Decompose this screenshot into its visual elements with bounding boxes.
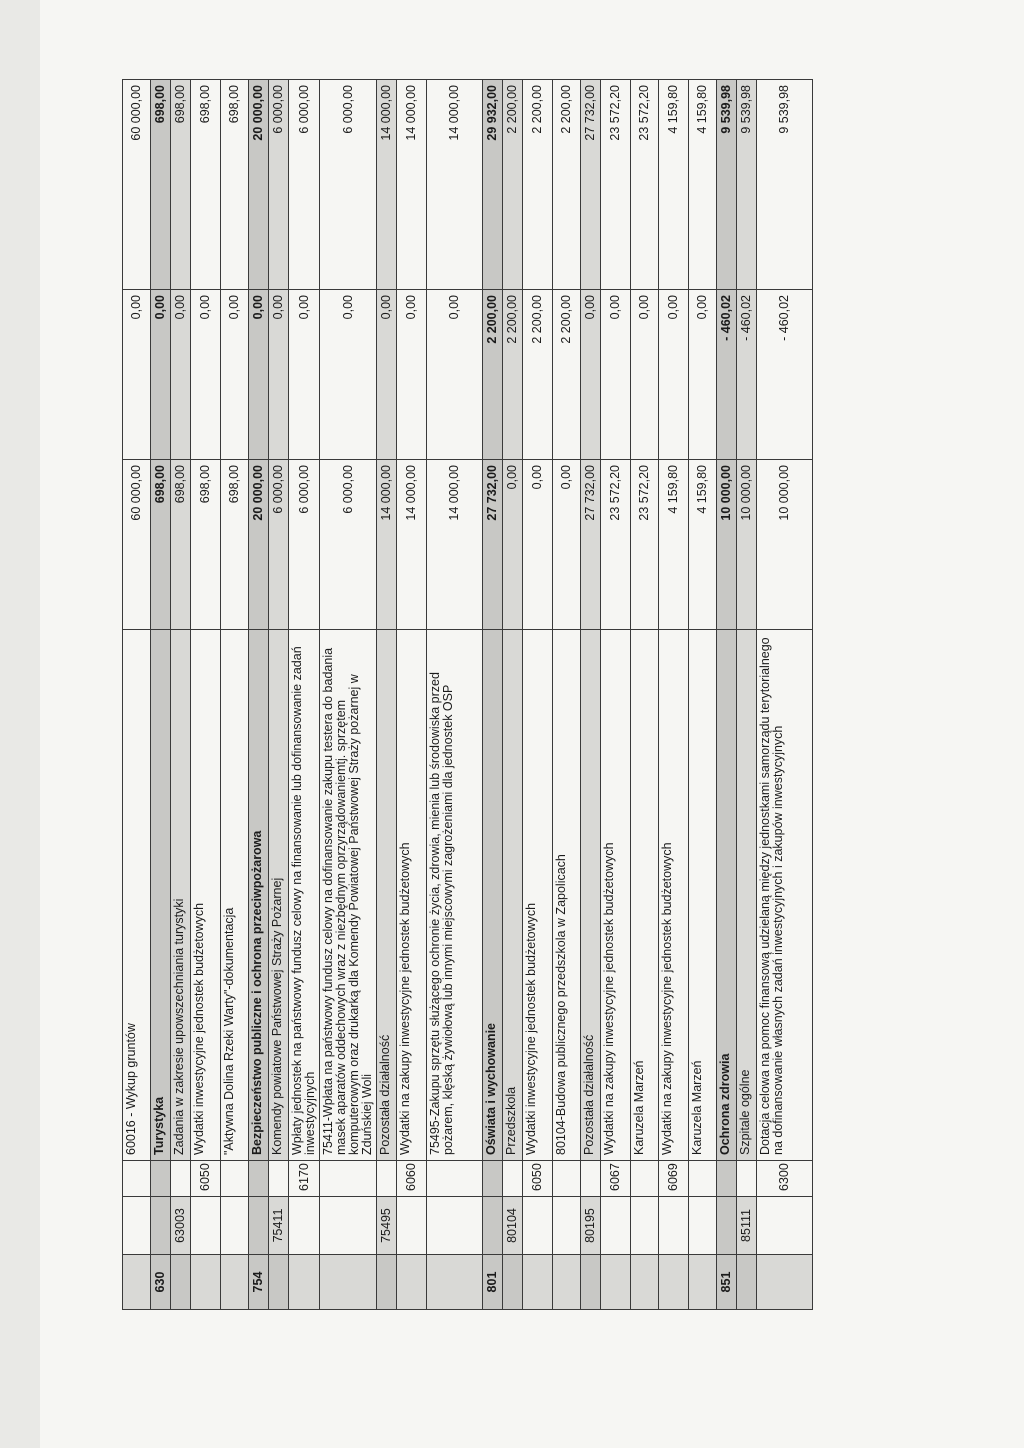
dzial-cell	[427, 1255, 483, 1310]
description-cell: Karuzela Marzeń	[631, 630, 659, 1161]
after-change-amount-cell: 29 932,00	[483, 80, 503, 290]
table-row	[249, 80, 269, 1310]
change-amount-cell: 0,00	[221, 290, 249, 460]
dzial-cell	[631, 1255, 659, 1310]
paragraf-cell	[320, 1161, 377, 1197]
dzial-cell	[221, 1255, 249, 1310]
change-amount-cell: 0,00	[289, 290, 320, 460]
after-change-amount-cell: 6 000,00	[320, 80, 377, 290]
rozdzial-cell	[631, 1197, 659, 1255]
paragraf-cell	[717, 1161, 737, 1197]
dzial-cell	[123, 1255, 151, 1310]
rozdzial-cell	[523, 1197, 553, 1255]
description-cell: Przedszkola	[503, 630, 523, 1161]
after-change-amount-cell: 60 000,00	[123, 80, 151, 290]
paragraf-cell	[221, 1161, 249, 1197]
table-row	[397, 80, 427, 1310]
rozdzial-cell: 63003	[171, 1197, 191, 1255]
plan-amount-cell: 10 000,00	[717, 460, 737, 630]
change-amount-cell: 0,00	[581, 290, 601, 460]
change-amount-cell: 0,00	[320, 290, 377, 460]
change-amount-cell: 0,00	[631, 290, 659, 460]
rozdzial-cell	[757, 1197, 813, 1255]
plan-amount-cell: 27 732,00	[483, 460, 503, 630]
plan-amount-cell: 4 159,80	[689, 460, 717, 630]
change-amount-cell: 0,00	[689, 290, 717, 460]
change-amount-cell: 2 200,00	[483, 290, 503, 460]
after-change-amount-cell: 698,00	[221, 80, 249, 290]
plan-amount-cell: 698,00	[221, 460, 249, 630]
rozdzial-cell	[717, 1197, 737, 1255]
change-amount-cell: - 460,02	[757, 290, 813, 460]
description-cell: Bezpieczeństwo publiczne i ochrona przeciwpożarowa	[249, 630, 269, 1161]
rozdzial-cell: 85111	[737, 1197, 757, 1255]
table-row	[757, 80, 813, 1310]
after-change-amount-cell: 698,00	[171, 80, 191, 290]
dzial-cell	[601, 1255, 631, 1310]
plan-amount-cell: 698,00	[191, 460, 221, 630]
description-cell: Pozostała działalność	[377, 630, 397, 1161]
change-amount-cell: - 460,02	[717, 290, 737, 460]
dzial-cell	[553, 1255, 581, 1310]
after-change-amount-cell: 6 000,00	[269, 80, 289, 290]
dzial-cell	[320, 1255, 377, 1310]
change-amount-cell: 0,00	[171, 290, 191, 460]
plan-amount-cell: 4 159,80	[659, 460, 689, 630]
paragraf-cell: 6170	[289, 1161, 320, 1197]
plan-amount-cell: 0,00	[553, 460, 581, 630]
plan-amount-cell: 0,00	[503, 460, 523, 630]
paragraf-cell	[171, 1161, 191, 1197]
plan-amount-cell: 23 572,20	[601, 460, 631, 630]
description-cell: "Aktywna Dolina Rzeki Warty"-dokumentacja	[221, 630, 249, 1161]
plan-amount-cell: 23 572,20	[631, 460, 659, 630]
description-cell: Dotacja celowa na pomoc finansową udzielaną między jednostkami samorządu terytorialnego na dofinansowanie własnych zadań inwestycyjnych i zakupów inwestycyjnych	[757, 630, 813, 1161]
change-amount-cell: 0,00	[123, 290, 151, 460]
table-row	[483, 80, 503, 1310]
table-row	[523, 80, 553, 1310]
rozdzial-cell	[483, 1197, 503, 1255]
rozdzial-cell	[689, 1197, 717, 1255]
change-amount-cell: 2 200,00	[523, 290, 553, 460]
description-cell: 75495-Zakupu sprzętu służącego ochronie życia, zdrowia, mienia lub środowiska przed pożarem, klęską żywiołową lub innymi miejscowymi zagrożeniami dla jednostek OSP	[427, 630, 483, 1161]
table-row	[151, 80, 171, 1310]
plan-amount-cell: 6 000,00	[269, 460, 289, 630]
paragraf-cell	[377, 1161, 397, 1197]
after-change-amount-cell: 20 000,00	[249, 80, 269, 290]
after-change-amount-cell: 14 000,00	[427, 80, 483, 290]
plan-amount-cell: 27 732,00	[581, 460, 601, 630]
dzial-cell	[377, 1255, 397, 1310]
paragraf-cell: 6067	[601, 1161, 631, 1197]
dzial-cell	[689, 1255, 717, 1310]
rozdzial-cell	[397, 1197, 427, 1255]
paragraf-cell: 6060	[397, 1161, 427, 1197]
paragraf-cell	[581, 1161, 601, 1197]
dzial-cell	[289, 1255, 320, 1310]
dzial-cell	[397, 1255, 427, 1310]
dzial-cell	[171, 1255, 191, 1310]
rozdzial-cell	[427, 1197, 483, 1255]
rozdzial-cell	[249, 1197, 269, 1255]
rozdzial-cell	[191, 1197, 221, 1255]
dzial-cell: 754	[249, 1255, 269, 1310]
table-row	[221, 80, 249, 1310]
change-amount-cell: 0,00	[659, 290, 689, 460]
paragraf-cell	[123, 1161, 151, 1197]
rozdzial-cell: 75495	[377, 1197, 397, 1255]
dzial-cell: 630	[151, 1255, 171, 1310]
after-change-amount-cell: 23 572,20	[601, 80, 631, 290]
rozdzial-cell	[221, 1197, 249, 1255]
plan-amount-cell: 20 000,00	[249, 460, 269, 630]
rozdzial-cell	[320, 1197, 377, 1255]
paragraf-cell	[151, 1161, 171, 1197]
dzial-cell	[757, 1255, 813, 1310]
rozdzial-cell	[553, 1197, 581, 1255]
paragraf-cell	[553, 1161, 581, 1197]
dzial-cell	[523, 1255, 553, 1310]
rozdzial-cell: 80104	[503, 1197, 523, 1255]
paragraf-cell	[427, 1161, 483, 1197]
description-cell: 60016 - Wykup gruntów	[123, 630, 151, 1161]
dzial-cell	[503, 1255, 523, 1310]
change-amount-cell: 0,00	[191, 290, 221, 460]
table-row	[659, 80, 689, 1310]
description-cell: 80104-Budowa publicznego przedszkola w Zapolicach	[553, 630, 581, 1161]
description-cell: Oświata i wychowanie	[483, 630, 503, 1161]
plan-amount-cell: 60 000,00	[123, 460, 151, 630]
dzial-cell: 801	[483, 1255, 503, 1310]
dzial-cell: 851	[717, 1255, 737, 1310]
change-amount-cell: 0,00	[151, 290, 171, 460]
plan-amount-cell: 6 000,00	[320, 460, 377, 630]
paragraf-cell	[483, 1161, 503, 1197]
after-change-amount-cell: 9 539,98	[757, 80, 813, 290]
description-cell: Zadania w zakresie upowszechniania turystyki	[171, 630, 191, 1161]
after-change-amount-cell: 4 159,80	[659, 80, 689, 290]
rozdzial-cell	[601, 1197, 631, 1255]
paragraf-cell	[503, 1161, 523, 1197]
after-change-amount-cell: 4 159,80	[689, 80, 717, 290]
change-amount-cell: 0,00	[397, 290, 427, 460]
rozdzial-cell: 80195	[581, 1197, 601, 1255]
after-change-amount-cell: 2 200,00	[523, 80, 553, 290]
paragraf-cell: 6300	[757, 1161, 813, 1197]
after-change-amount-cell: 698,00	[151, 80, 171, 290]
change-amount-cell: 2 200,00	[503, 290, 523, 460]
paragraf-cell: 6069	[659, 1161, 689, 1197]
description-cell: Wydatki inwestycyjne jednostek budżetowych	[191, 630, 221, 1161]
plan-amount-cell: 14 000,00	[427, 460, 483, 630]
change-amount-cell: 2 200,00	[553, 290, 581, 460]
table-row	[689, 80, 717, 1310]
table-row	[171, 80, 191, 1310]
change-amount-cell: - 460,02	[737, 290, 757, 460]
description-cell: Ochrona zdrowia	[717, 630, 737, 1161]
paragraf-cell: 6050	[523, 1161, 553, 1197]
rozdzial-cell	[289, 1197, 320, 1255]
change-amount-cell: 0,00	[269, 290, 289, 460]
description-cell: Karuzela Marzeń	[689, 630, 717, 1161]
table-row	[581, 80, 601, 1310]
table-row	[553, 80, 581, 1310]
paragraf-cell	[689, 1161, 717, 1197]
dzial-cell	[659, 1255, 689, 1310]
plan-amount-cell: 14 000,00	[377, 460, 397, 630]
after-change-amount-cell: 14 000,00	[377, 80, 397, 290]
investment-expenditure-table	[122, 79, 813, 1310]
rotated-budget-table	[122, 80, 942, 1310]
table-row	[269, 80, 289, 1310]
paragraf-cell	[249, 1161, 269, 1197]
after-change-amount-cell: 9 539,98	[737, 80, 757, 290]
paragraf-cell	[631, 1161, 659, 1197]
dzial-cell	[269, 1255, 289, 1310]
after-change-amount-cell: 27 732,00	[581, 80, 601, 290]
paragraf-cell	[737, 1161, 757, 1197]
table-row	[503, 80, 523, 1310]
description-cell: Wydatki na zakupy inwestycyjne jednostek budżetowych	[397, 630, 427, 1161]
table-row	[427, 80, 483, 1310]
table-row	[631, 80, 659, 1310]
after-change-amount-cell: 2 200,00	[503, 80, 523, 290]
table-row	[289, 80, 320, 1310]
plan-amount-cell: 698,00	[171, 460, 191, 630]
dzial-cell	[191, 1255, 221, 1310]
table-row	[123, 80, 151, 1310]
description-cell: 75411-Wpłata na państwowy fundusz celowy na dofinansowanie zakupu testera do badania masek aparatów oddechowych wraz z niezbędnym oprzyrządowaniemtj. sprzętem komputerowym oraz drukarką dla Komendy Powiatowej Państwowej Straży pożarnej w Zduńskiej Woli	[320, 630, 377, 1161]
after-change-amount-cell: 23 572,20	[631, 80, 659, 290]
description-cell: Wydatki na zakupy inwestycyjne jednostek budżetowych	[601, 630, 631, 1161]
rozdzial-cell	[151, 1197, 171, 1255]
after-change-amount-cell: 9 539,98	[717, 80, 737, 290]
dzial-cell	[737, 1255, 757, 1310]
rozdzial-cell	[659, 1197, 689, 1255]
description-cell: Szpitale ogólne	[737, 630, 757, 1161]
after-change-amount-cell: 14 000,00	[397, 80, 427, 290]
change-amount-cell: 0,00	[427, 290, 483, 460]
table-row	[737, 80, 757, 1310]
change-amount-cell: 0,00	[601, 290, 631, 460]
paragraf-cell: 6050	[191, 1161, 221, 1197]
change-amount-cell: 0,00	[377, 290, 397, 460]
plan-amount-cell: 10 000,00	[737, 460, 757, 630]
plan-amount-cell: 6 000,00	[289, 460, 320, 630]
description-cell: Wydatki na zakupy inwestycyjne jednostek budżetowych	[659, 630, 689, 1161]
table-row	[717, 80, 737, 1310]
description-cell: Wpłaty jednostek na państwowy fundusz celowy na finansowanie lub dofinansowanie zadań inwestycyjnych	[289, 630, 320, 1161]
change-amount-cell: 0,00	[249, 290, 269, 460]
after-change-amount-cell: 2 200,00	[553, 80, 581, 290]
rozdzial-cell: 75411	[269, 1197, 289, 1255]
plan-amount-cell: 0,00	[523, 460, 553, 630]
table-row	[191, 80, 221, 1310]
plan-amount-cell: 698,00	[151, 460, 171, 630]
description-cell: Komendy powiatowe Państwowej Straży Pożarnej	[269, 630, 289, 1161]
table-row	[377, 80, 397, 1310]
rozdzial-cell	[123, 1197, 151, 1255]
table-row	[320, 80, 377, 1310]
plan-amount-cell: 10 000,00	[757, 460, 813, 630]
description-cell: Pozostała działalność	[581, 630, 601, 1161]
dzial-cell	[581, 1255, 601, 1310]
table-row	[601, 80, 631, 1310]
paragraf-cell	[269, 1161, 289, 1197]
after-change-amount-cell: 698,00	[191, 80, 221, 290]
plan-amount-cell: 14 000,00	[397, 460, 427, 630]
description-cell: Wydatki inwestycyjne jednostek budżetowych	[523, 630, 553, 1161]
description-cell: Turystyka	[151, 630, 171, 1161]
after-change-amount-cell: 6 000,00	[289, 80, 320, 290]
